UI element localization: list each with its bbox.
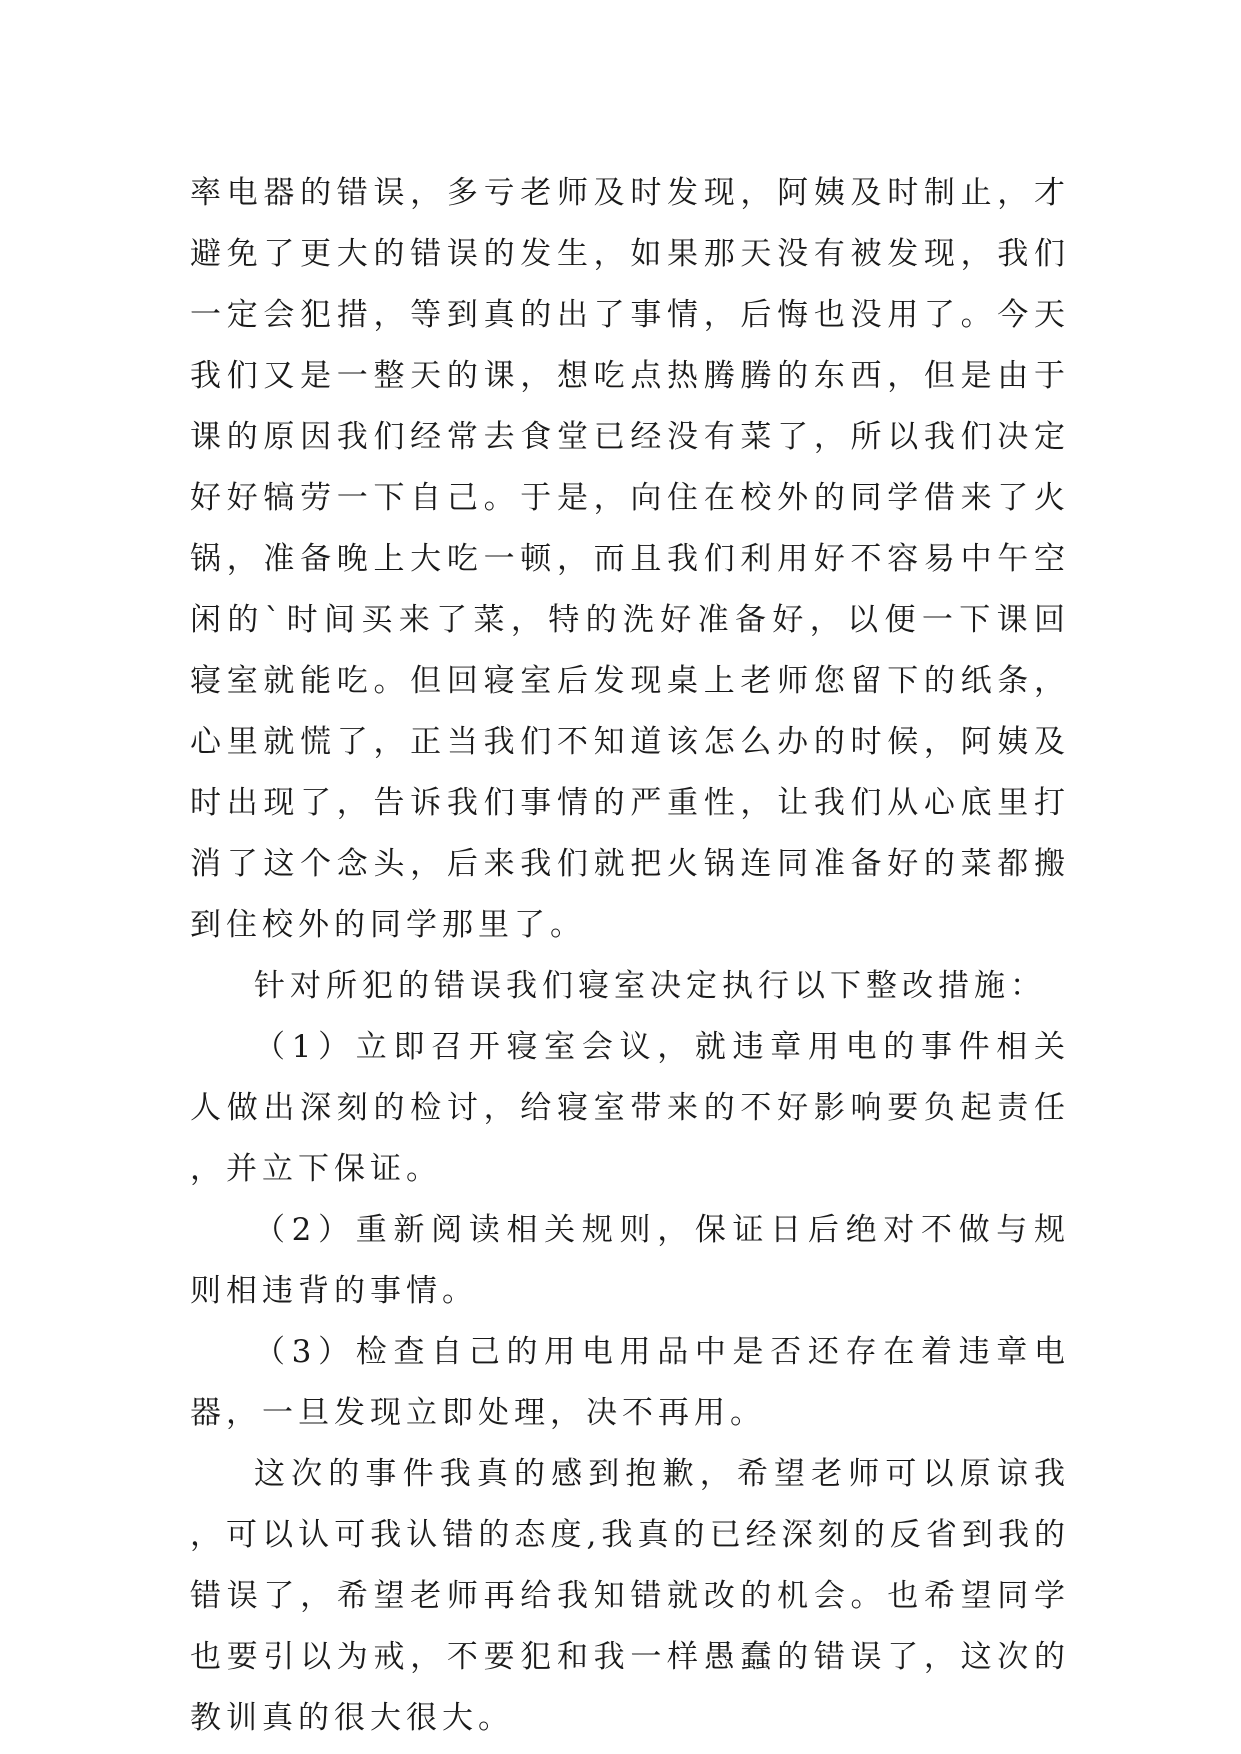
paragraph-measure-3: （3）检查自己的用电用品中是否还存在着违章电器，一旦发现立即处理，决不再用。 bbox=[190, 1334, 1070, 1431]
paragraph-measures-intro: 针对所犯的错误我们寝室决定执行以下整改措施： bbox=[254, 968, 1046, 1004]
paragraph-measure-1: （1）立即召开寝室会议，就违章用电的事件相关人做出深刻的检讨，给寝室带来的不好影响要负起责任，并立下保证。 bbox=[190, 1029, 1070, 1187]
paragraph-continuation: 率电器的错误，多亏老师及时发现，阿姨及时制止，才避免了更大的错误的发生，如果那天没有被发现，我们一定会犯措，等到真的出了事情，后悔也没用了。今天我们又是一整天的课，想吃点热腾腾的东西，但是由于课的原因我们经常去食堂已经没有菜了，所以我们决定好好犒劳一下自己。于是，向住在校外的同学借来了火锅，准备晚上大吃一顿，而且我们利用好不容易中午空闲的`时间买来了菜，特的洗好准备好，以便一下课回寝室就能吃。但回寝室后发现桌上老师您留下的纸条，心里就慌了，正当我们不知道该怎么办的时候，阿姨及时出现了，告诉我们事情的严重性，让我们从心底里打消了这个念头，后来我们就把火锅连同准备好的菜都搬到住校外的同学那里了。 bbox=[190, 175, 1070, 943]
document-body bbox=[190, 163, 1070, 1749]
paragraph-measure-2: （2）重新阅读相关规则，保证日后绝对不做与规则相违背的事情。 bbox=[190, 1212, 1070, 1309]
paragraph-apology: 这次的事件我真的感到抱歉，希望老师可以原谅我，可以认可我认错的态度,我真的已经深刻的反省到我的错误了，希望老师再给我知错就改的机会。也希望同学也要引以为戒，不要犯和我一样愚蠢的错误了，这次的教训真的很大很大。 bbox=[190, 1456, 1070, 1736]
